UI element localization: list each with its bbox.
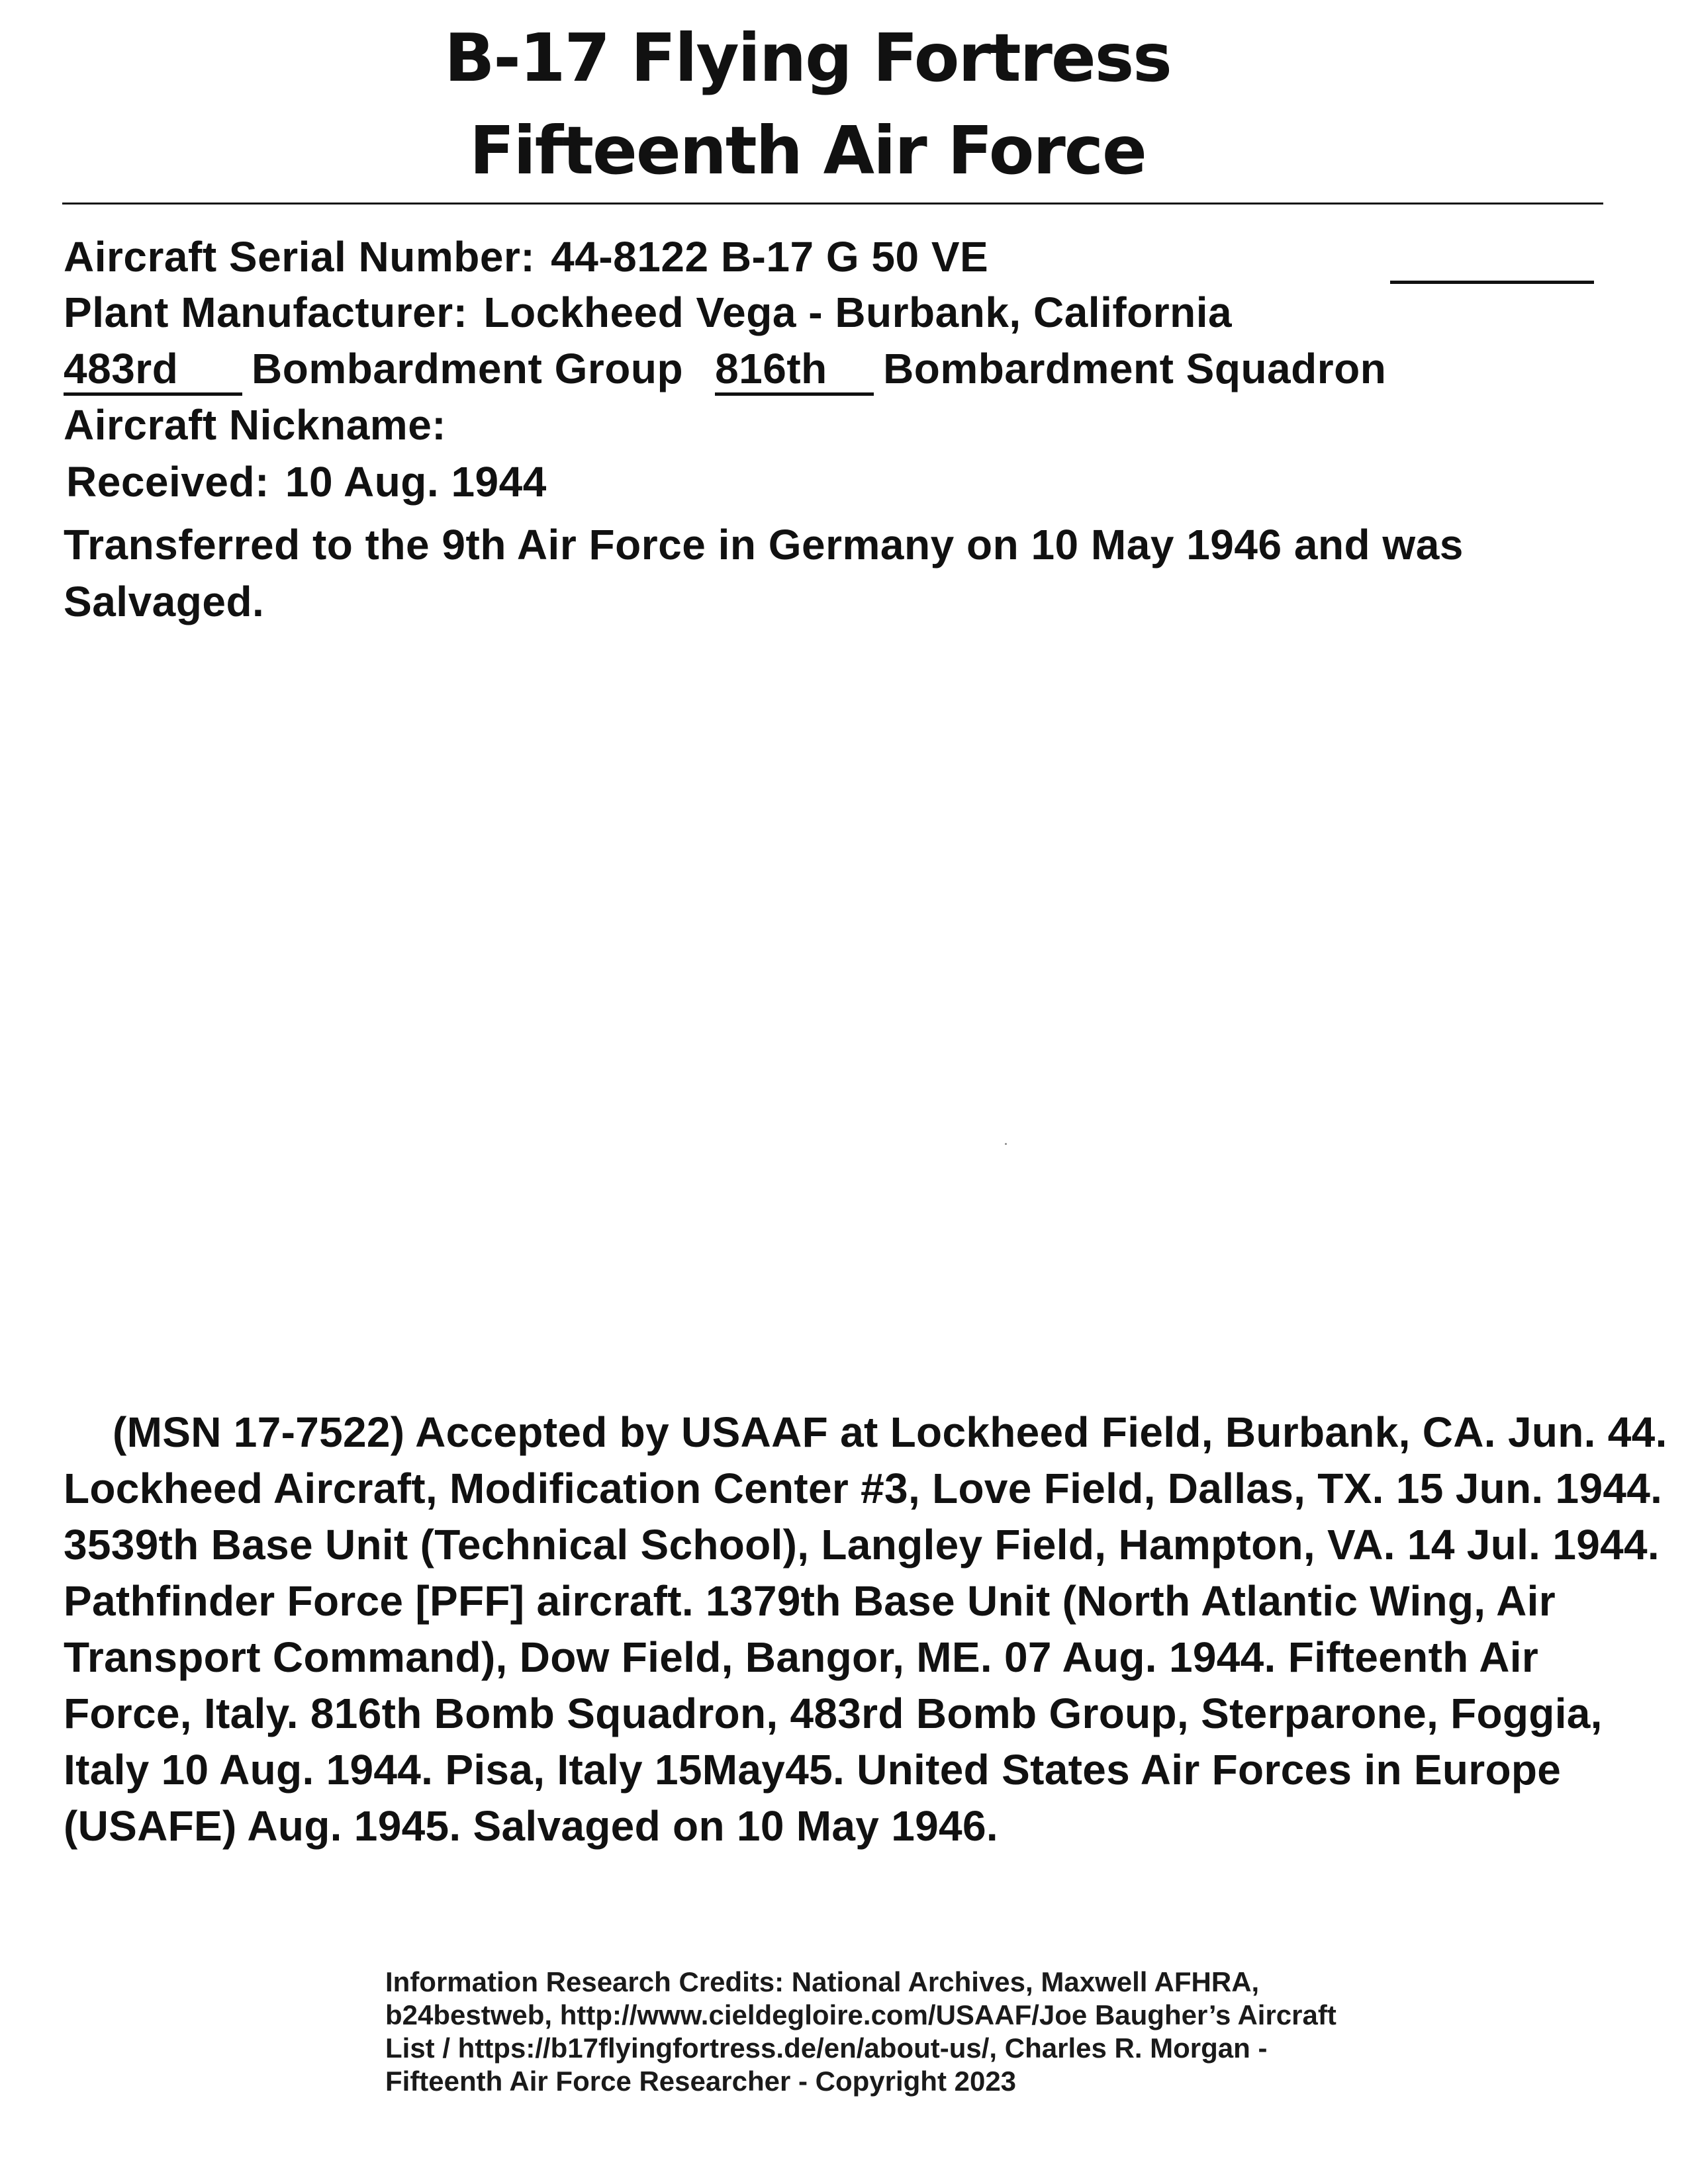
manufacturer-label: Plant Manufacturer: [64, 289, 468, 336]
squadron-label: Bombardment Squadron [883, 345, 1387, 392]
page-subtitle: Fifteenth Air Force [469, 112, 1146, 189]
nickname-label: Aircraft Nickname: [64, 401, 447, 449]
manufacturer-row [64, 291, 1232, 334]
serial-number-row [64, 233, 989, 281]
received-value: 10 Aug. 1944 [285, 458, 547, 506]
serial-number-value: 44-8122 B-17 G 50 VE [551, 233, 989, 281]
history-paragraph: (MSN 17-7522) Accepted by USAAF at Lockheed Field, Burbank, CA. Jun. 44. Lockheed Aircraft, Modification Center #3, Love Field, Dallas, TX. 15 Jun. 1944. 3539th Base Unit (Technical School), Langley Field, Hampton, VA. 14 Jul. 1944. Pathfinder Force [PFF] aircraft. 1379th Base Unit (North Atlantic Wing, Air Transport Command), Dow Field, Bangor, ME. 07 Aug. 1944. Fifteenth Air Force, Italy. 816th Bomb Squadron, 483rd Bomb Group, Sterparone, Foggia, Italy 10 Aug. 1944. Pisa, Italy 15May45. United States Air Forces in Europe (USAFE) Aug. 1945. Salvaged on 10 May 1946. [64, 1408, 1667, 1850]
fate-text: Transferred to the 9th Air Force in Germany on 10 May 1946 and was Salvaged. [64, 521, 1464, 625]
page-title: B-17 Flying Fortress [444, 19, 1171, 97]
manufacturer-value: Lockheed Vega - Burbank, California [483, 289, 1233, 336]
received-row [66, 458, 547, 506]
title-divider [62, 203, 1603, 205]
serial-number-label: Aircraft Serial Number: [64, 233, 536, 281]
group-number-value: 483rd [64, 347, 242, 396]
scan-speck [1005, 1143, 1007, 1145]
research-credits: Information Research Credits: National Archives, Maxwell AFHRA, b24bestweb, http://www.cieldegloire.com/USAAF/Joe Baugher’s Aircraft List / https://b17flyingfortress.de/en/about-us/, Charles R. Morgan - Fifteenth Air Force Researcher - Copyright 2023 [385, 1966, 1336, 2097]
unit-row [64, 347, 1398, 396]
nickname-row [64, 401, 462, 449]
blank-fill-line [1390, 281, 1594, 284]
group-label: Bombardment Group [252, 345, 684, 392]
received-label: Received: [66, 458, 269, 506]
squadron-number-value: 816th [715, 347, 874, 396]
